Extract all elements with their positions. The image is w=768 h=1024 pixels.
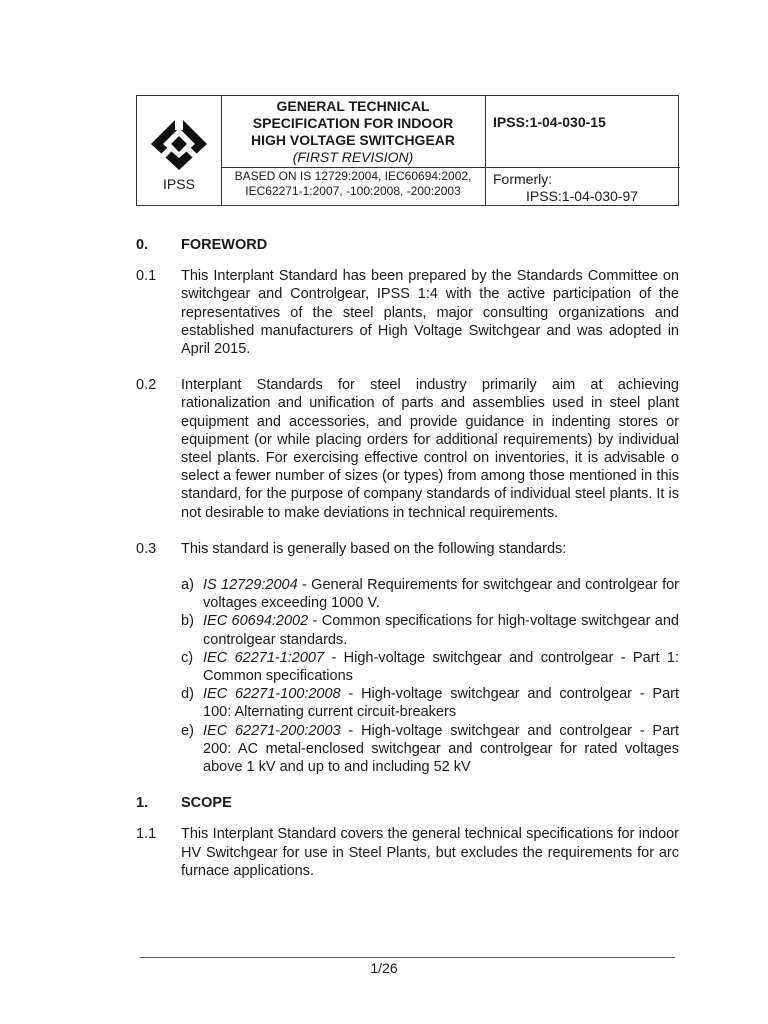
section-heading-foreword <box>136 236 679 254</box>
paragraph-1-1 <box>136 825 679 880</box>
formerly-code: IPSS:1-04-030-97 <box>526 188 639 204</box>
list-label: d) <box>181 686 194 703</box>
standards-list <box>181 576 679 776</box>
paragraph-0-2 <box>136 376 679 522</box>
revision-label: (FIRST REVISION) <box>292 149 414 165</box>
document-body <box>136 236 679 898</box>
list-label: b) <box>181 613 194 630</box>
paragraph-text: This Interplant Standard covers the general technical specifications for indoor HV Switchgear for use in Steel Plants, but excludes the requirements for arc furnace applications. <box>181 826 679 879</box>
document-code: IPSS:1-04-030-15 <box>493 114 606 130</box>
standard-ref: IEC 62271-100:2008 <box>203 686 341 703</box>
list-item <box>181 722 679 777</box>
based-on-line: BASED ON IS 12729:2004, IEC60694:2002, <box>234 169 472 183</box>
header-divider <box>221 167 680 168</box>
paragraph-text: Interplant Standards for steel industry primarily aim at achieving rationalization and unification of parts and assemblies used in steel plant equipment and accessories, and provide guidance in indenting stores or equipment (or while placing orders for additional requirements) by individual steel plants. For exercising effective control on inventories, it is advisable o select a fewer number of sizes (or types) from among those mentioned in this standard, for the purpose of company standards of individual steel plants. It is not desirable to make deviations in technical requirements. <box>181 377 679 521</box>
paragraph-number: 0.3 <box>136 540 157 557</box>
based-on-standards <box>221 169 485 199</box>
list-label: c) <box>181 649 194 666</box>
standard-ref: IEC 62271-1:2007 <box>203 649 325 666</box>
title-line: GENERAL TECHNICAL <box>276 98 430 114</box>
ipss-logo-icon <box>149 114 209 170</box>
paragraph-text: This standard is generally based on the following standards: <box>181 540 567 557</box>
standard-desc: - High-voltage switchgear and controlgear - Part 200: AC metal-enclosed switchgear and controlgear for rated voltages above 1 kV and up to and including 52 kV <box>203 722 680 776</box>
header-table <box>136 95 679 206</box>
list-item <box>181 612 679 648</box>
standard-ref: IEC 60694:2002 <box>203 613 309 630</box>
section-number: 1. <box>136 795 149 812</box>
section-heading-scope <box>136 794 679 812</box>
standard-desc: - High-voltage switchgear and controlgear - Part 1: Common specifications <box>203 649 679 685</box>
standard-desc: - Common specifications for high-voltage switchgear and controlgear standards. <box>203 613 679 648</box>
list-item <box>181 685 679 721</box>
document-title <box>221 98 485 166</box>
standard-desc: - High-voltage switchgear and controlgear - Part 100: Alternating current circuit-breakers <box>203 686 680 721</box>
paragraph-text: This Interplant Standard has been prepared by the Standards Committee on switchgear and Controlgear, IPSS 1:4 with the active participation of the representatives of the steel plants, major consulting organizations and established manufacturers of High Voltage Switchgear and was adopted in April 2015. <box>181 268 679 358</box>
paragraph-number: 0.1 <box>136 268 157 285</box>
section-number: 0. <box>136 237 149 253</box>
paragraph-0-1 <box>136 267 679 358</box>
page-number: 1/26 <box>370 960 398 976</box>
list-label: e) <box>181 722 194 739</box>
formerly-label: Formerly: <box>493 171 553 187</box>
paragraph-0-3 <box>136 540 679 558</box>
section-title: FOREWORD <box>181 237 268 253</box>
title-line: HIGH VOLTAGE SWITCHGEAR <box>250 132 456 148</box>
paragraph-number: 0.2 <box>136 377 157 394</box>
standard-desc: - General Requirements for switchgear and controlgear for voltages exceeding 1000 V. <box>203 577 679 612</box>
standard-ref: IS 12729:2004 <box>203 577 298 594</box>
header-divider <box>485 96 486 205</box>
section-title: SCOPE <box>181 795 232 812</box>
list-item <box>181 576 679 612</box>
paragraph-number: 1.1 <box>136 826 157 843</box>
footer-rule <box>140 957 675 958</box>
list-label: a) <box>181 577 194 594</box>
title-line: SPECIFICATION FOR INDOOR <box>252 115 454 131</box>
standard-ref: IEC 62271-200:2003 <box>203 722 341 739</box>
list-item <box>181 649 679 685</box>
based-on-line: IEC62271-1:2007, -100:2008, -200:2003 <box>245 184 461 198</box>
logo-label: IPSS <box>163 176 195 192</box>
